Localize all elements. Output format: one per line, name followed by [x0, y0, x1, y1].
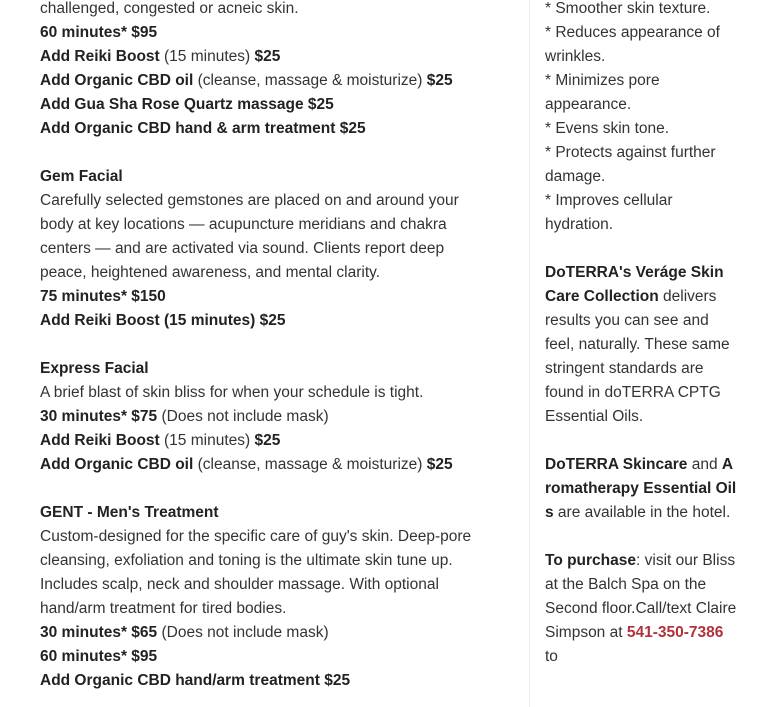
benefit-item: * Evens skin tone. — [545, 120, 670, 137]
express-facial-section — [40, 357, 510, 477]
description-line: body at key locations — acupuncture meridians and chakra — [40, 216, 447, 233]
addon-line: Add Organic CBD hand/arm treatment $25 — [40, 672, 351, 689]
benefit-item: * Improves cellular hydration. — [545, 192, 673, 233]
description-line: peace, heightened awareness, and mental clarity. — [40, 264, 381, 281]
facial-addons-list — [40, 21, 510, 141]
phone-link[interactable]: 541-350-7386 — [626, 624, 724, 641]
price-line: 30 minutes* $65 (Does not include mask) — [40, 624, 329, 641]
benefits-list — [545, 0, 737, 237]
purchase-paragraph: To purchase: visit our Bliss at the Balch Spa on the Second floor.Call/text Claire Simpson at 541-350-7386 to — [545, 552, 737, 665]
addon-line: Add Gua Sha Rose Quartz massage $25 — [40, 96, 334, 113]
gem-facial-section — [40, 165, 510, 333]
addon-line: Add Organic CBD oil (cleanse, massage & moisturize) $25 — [40, 72, 453, 89]
benefit-item: * Reduces appearance of wrinkles. — [545, 24, 720, 65]
description-line: centers — and are activated via sound. Clients report deep — [40, 240, 445, 257]
verage-paragraph: DoTERRA's Veráge Skin Care Collection delivers results you can see and feel, naturally. These same stringent standards are found in doTERRA CPTG Essential Oils. — [545, 264, 730, 425]
column-divider — [529, 0, 530, 707]
products-paragraph: DoTERRA Skincare and Aromatherapy Essential Oils are available in the hotel. — [545, 456, 737, 521]
price-line: 75 minutes* $150 — [40, 288, 166, 305]
services-column — [40, 0, 510, 707]
benefit-item: * Minimizes pore appearance. — [545, 72, 660, 113]
section-title: Express Facial — [40, 360, 149, 377]
price-line: 30 minutes* $75 (Does not include mask) — [40, 408, 329, 425]
addon-line: Add Reiki Boost (15 minutes) $25 — [40, 48, 281, 65]
price-line: 60 minutes* $95 — [40, 24, 158, 41]
description-line: Carefully selected gemstones are placed on and around your — [40, 192, 459, 209]
addon-line: Add Reiki Boost (15 minutes) $25 — [40, 312, 286, 329]
addon-line: Add Reiki Boost (15 minutes) $25 — [40, 432, 281, 449]
section-title: Gem Facial — [40, 168, 123, 185]
description-line: hand/arm treatment for tired bodies. — [40, 600, 287, 617]
benefit-item: * Smoother skin texture. — [545, 0, 711, 17]
gent-treatment-section — [40, 501, 510, 693]
addon-line: Add Organic CBD oil (cleanse, massage & moisturize) $25 — [40, 456, 453, 473]
description-line: cleansing, exfoliation and toning is the ultimate skin tune up. — [40, 552, 453, 569]
addon-line: Add Organic CBD hand & arm treatment $25 — [40, 120, 366, 137]
description-line: Custom-designed for the specific care of guy's skin. Deep-pore — [40, 528, 472, 545]
benefit-item: * Protects against further damage. — [545, 144, 716, 185]
description-line: Includes scalp, neck and shoulder massage. With optional — [40, 576, 439, 593]
section-title: GENT - Men's Treatment — [40, 504, 219, 521]
price-line: 60 minutes* $95 — [40, 648, 158, 665]
sidebar — [545, 0, 737, 669]
intro-text: challenged, congested or acneic skin. — [40, 0, 299, 17]
description-line: A brief blast of skin bliss for when your schedule is tight. — [40, 384, 424, 401]
